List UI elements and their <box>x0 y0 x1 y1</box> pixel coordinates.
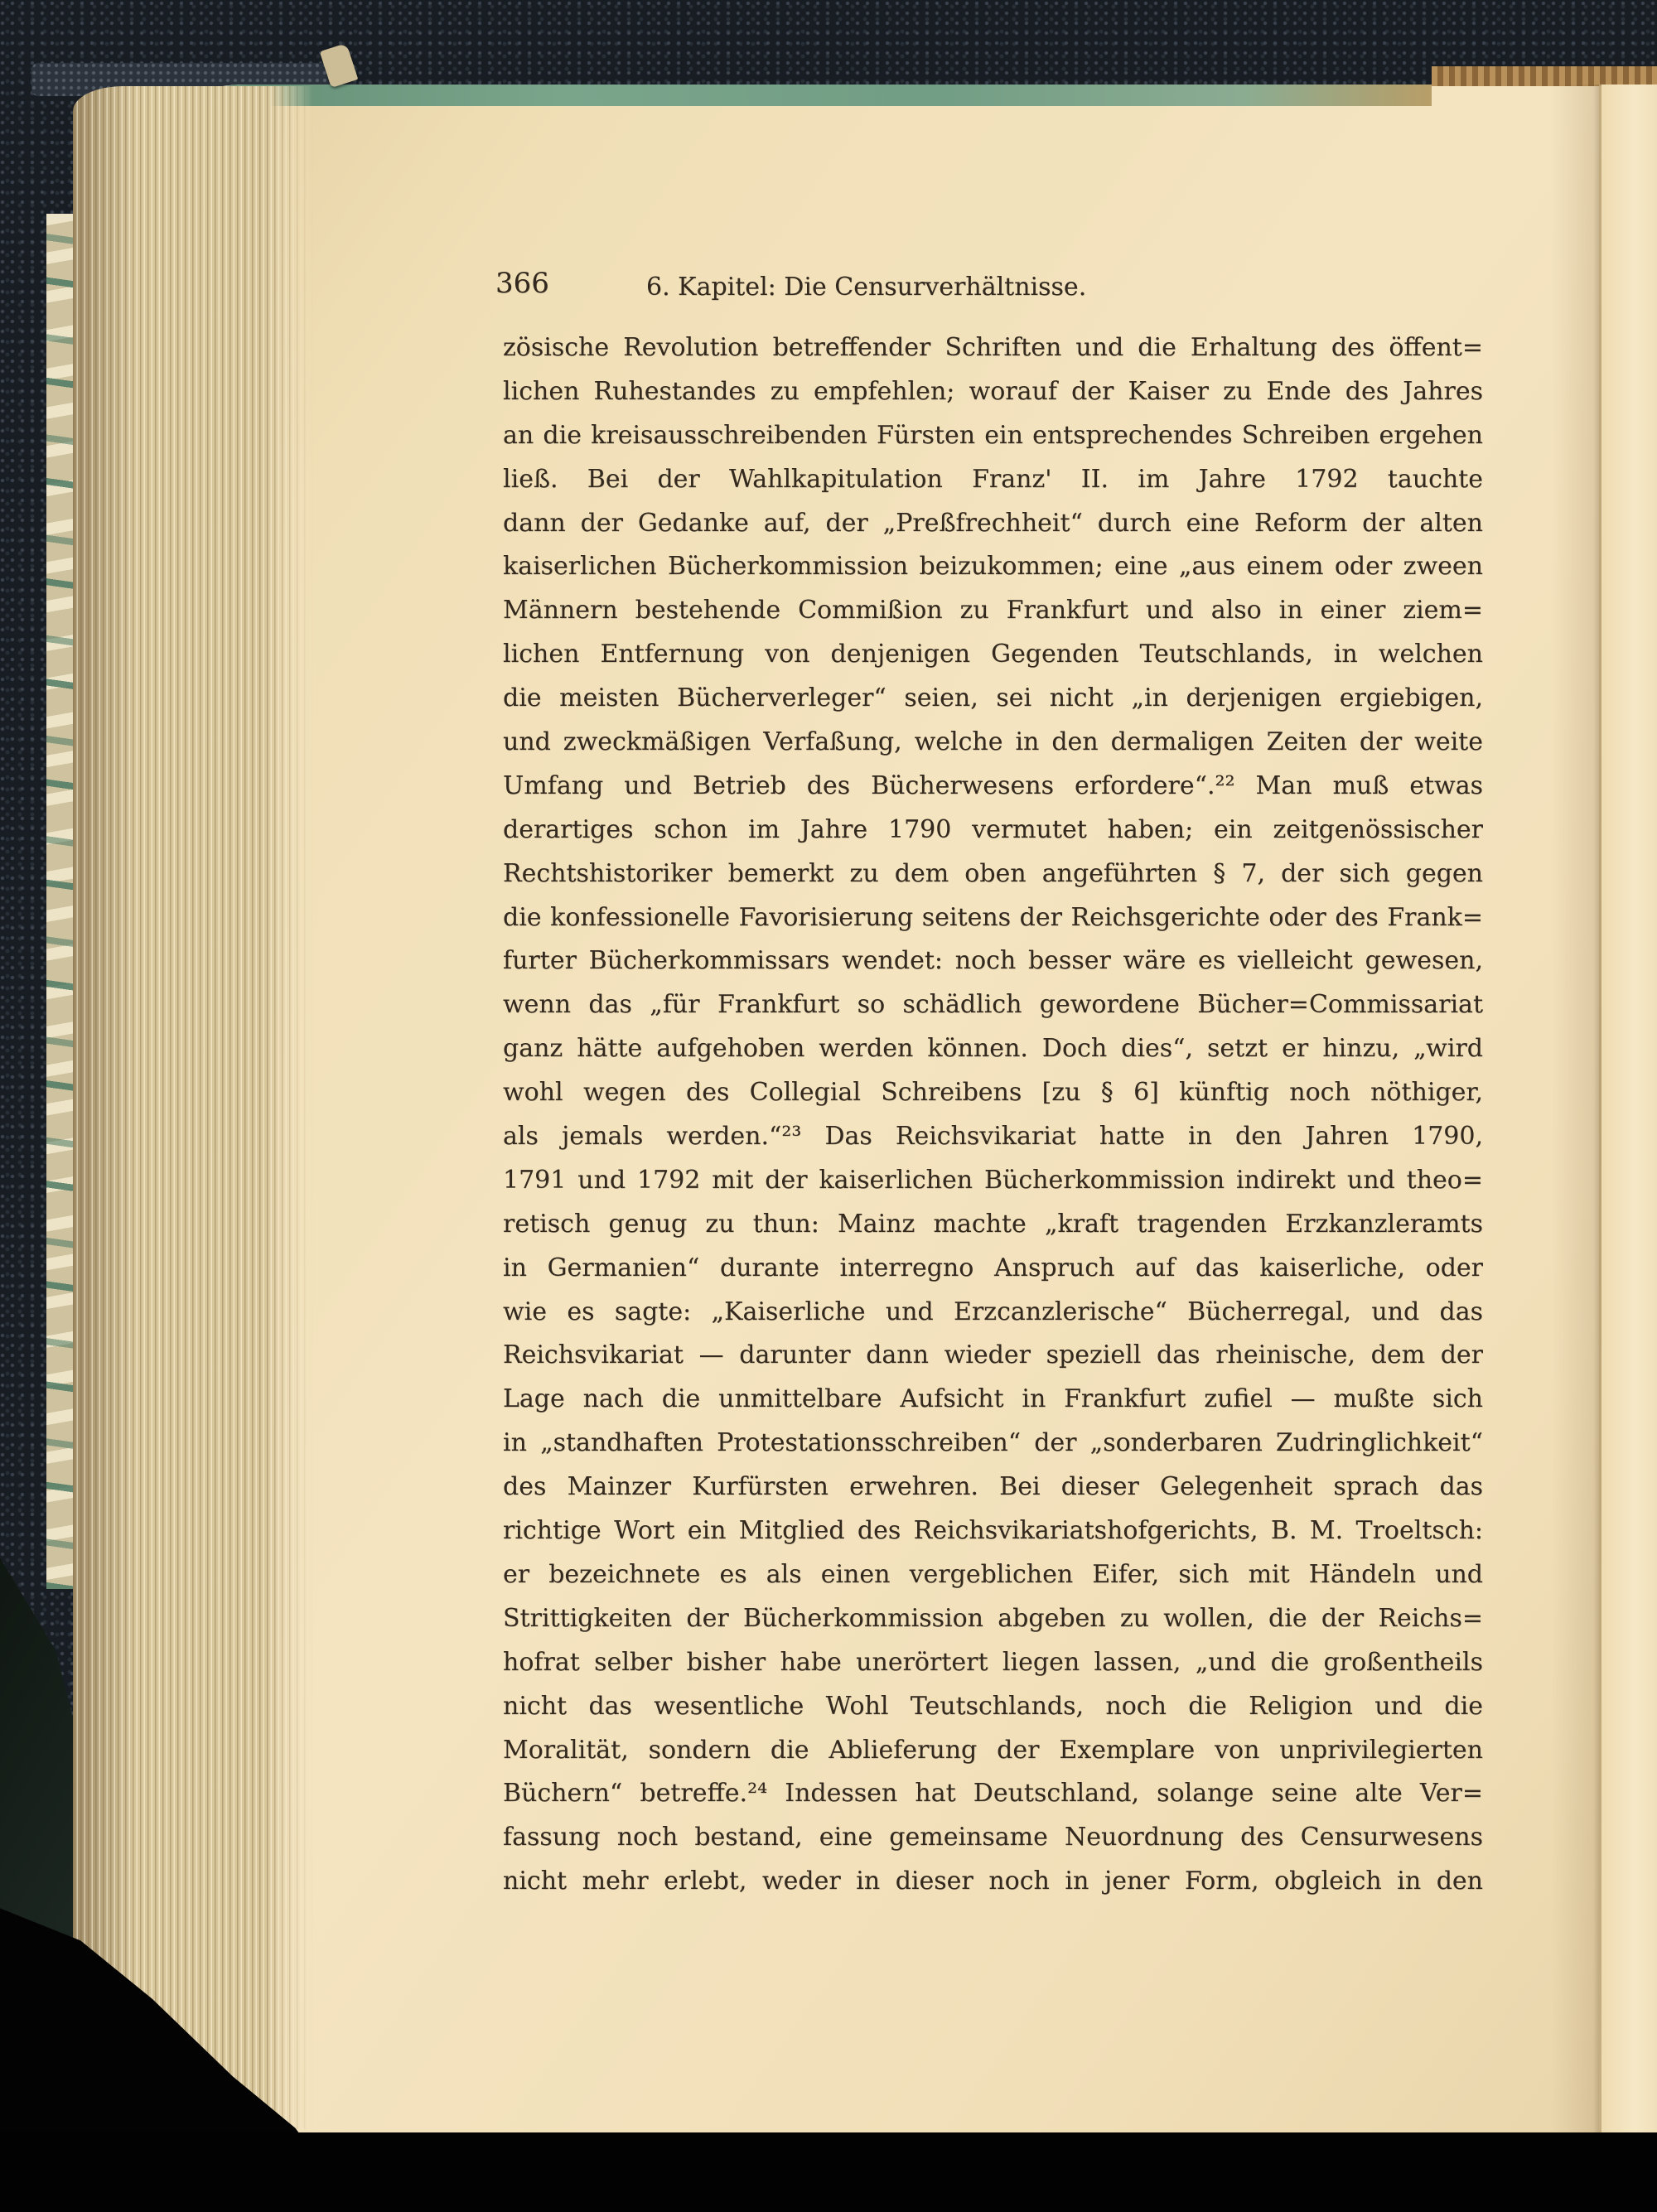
text-line: Rechtshistoriker bemerkt zu dem oben angeführten § 7, der sich gegen <box>503 858 1483 888</box>
text-line: nicht mehr erlebt, weder in dieser noch in jener Form, obgleich in den <box>503 1867 1483 1896</box>
text-line: Strittigkeiten der Bücherkommission abgeben zu wollen, die der Reichs= <box>503 1603 1483 1633</box>
text-line: fassung noch bestand, eine gemeinsame Neuordnung des Censurwesens <box>503 1823 1483 1852</box>
stained-top-edge <box>189 85 1432 106</box>
page-number: 366 <box>495 267 549 300</box>
text-line: kaiserlichen Bücherkommission beizukommen; eine „aus einem oder zween <box>503 552 1483 582</box>
text-line: wie es sagte: „Kaiserliche und Erzcanzlerische“ Bücherregal, und das <box>503 1297 1483 1326</box>
gutter-crease <box>1599 85 1601 2132</box>
text-line: Büchern“ betreffe.²⁴ Indessen hat Deutschland, solange seine alte Ver= <box>503 1779 1483 1809</box>
text-line: Moralität, sondern die Ablieferung der Exemplare von unprivilegierten <box>503 1735 1483 1765</box>
text-line: in „standhaften Protestationsschreiben“ der „sonderbaren Zudringlichkeit“ <box>503 1428 1483 1458</box>
text-line: wenn das „für Frankfurt so schädlich gewordene Bücher=Commissariat <box>503 990 1483 1020</box>
text-line: lichen Entfernung von denjenigen Gegenden Teutschlands, in welchen <box>503 640 1483 669</box>
text-line: die meisten Bücherverleger“ seien, sei nicht „in derjenigen ergiebigen, <box>503 683 1483 713</box>
text-line: ließ. Bei der Wahlkapitulation Franz' II. im Jahre 1792 tauchte <box>503 464 1483 494</box>
next-page-sliver <box>1601 85 1657 2132</box>
text-line: retisch genug zu thun: Mainz machte „kraft tragenden Erzkanzleramts <box>503 1209 1483 1239</box>
text-line: lichen Ruhestandes zu empfehlen; worauf der Kaiser zu Ende des Jahres <box>503 376 1483 406</box>
text-line: zösische Revolution betreffender Schriften und die Erhaltung des öffent= <box>503 333 1483 362</box>
bottom-shadow <box>0 2132 1657 2212</box>
text-line: richtige Wort ein Mitglied des Reichsvikariatshofgerichts, B. M. Troeltsch: <box>503 1516 1483 1546</box>
text-block <box>503 326 1483 1904</box>
text-line: nicht das wesentliche Wohl Teutschlands, noch die Religion und die <box>503 1691 1483 1721</box>
text-line: und zweckmäßigen Verfaßung, welche in den dermaligen Zeiten der weite <box>503 727 1483 757</box>
fore-edge-leaves <box>73 86 313 2129</box>
text-line: Reichsvikariat — darunter dann wieder speziell das rheinische, dem der <box>503 1340 1483 1370</box>
headband <box>1432 66 1657 86</box>
text-line: dann der Gedanke auf, der „Preßfrechheit“ durch eine Reform der alten <box>503 508 1483 538</box>
text-line: Umfang und Betrieb des Bücherwesens erfordere“.²² Man muß etwas <box>503 770 1483 800</box>
text-line: Lage nach die unmittelbare Aufsicht in Frankfurt zufiel — mußte sich <box>503 1384 1483 1414</box>
text-line: derartiges schon im Jahre 1790 vermutet haben; ein zeitgenössischer <box>503 814 1483 844</box>
text-line: in Germanien“ durante interregno Anspruch auf das kaiserliche, oder <box>503 1253 1483 1282</box>
text-line: des Mainzer Kurfürsten erwehren. Bei dieser Gelegenheit sprach das <box>503 1472 1483 1502</box>
text-line: er bezeichnete es als einen vergeblichen Eifer, sich mit Händeln und <box>503 1559 1483 1589</box>
text-line: die konfessionelle Favorisierung seitens der Reichsgerichte oder des Frank= <box>503 902 1483 932</box>
running-header: 6. Kapitel: Die Censurverhältnisse. <box>646 273 1087 302</box>
text-line: hofrat selber bisher habe unerörtert liegen lassen, „und die großentheils <box>503 1647 1483 1677</box>
text-line: wohl wegen des Collegial Schreibens [zu § 6] künftig noch nöthiger, <box>503 1078 1483 1108</box>
text-line: 1791 und 1792 mit der kaiserlichen Bücherkommission indirekt und theo= <box>503 1165 1483 1195</box>
text-line: ganz hätte aufgehoben werden können. Doch dies“, setzt er hinzu, „wird <box>503 1034 1483 1064</box>
text-line: an die kreisausschreibenden Fürsten ein entsprechendes Schreiben ergehen <box>503 420 1483 450</box>
text-line: Männern bestehende Commißion zu Frankfurt und also in einer ziem= <box>503 596 1483 625</box>
text-line: als jemals werden.“²³ Das Reichsvikariat hatte in den Jahren 1790, <box>503 1122 1483 1152</box>
text-line: furter Bücherkommissars wendet: noch besser wäre es vielleicht gewesen, <box>503 946 1483 976</box>
